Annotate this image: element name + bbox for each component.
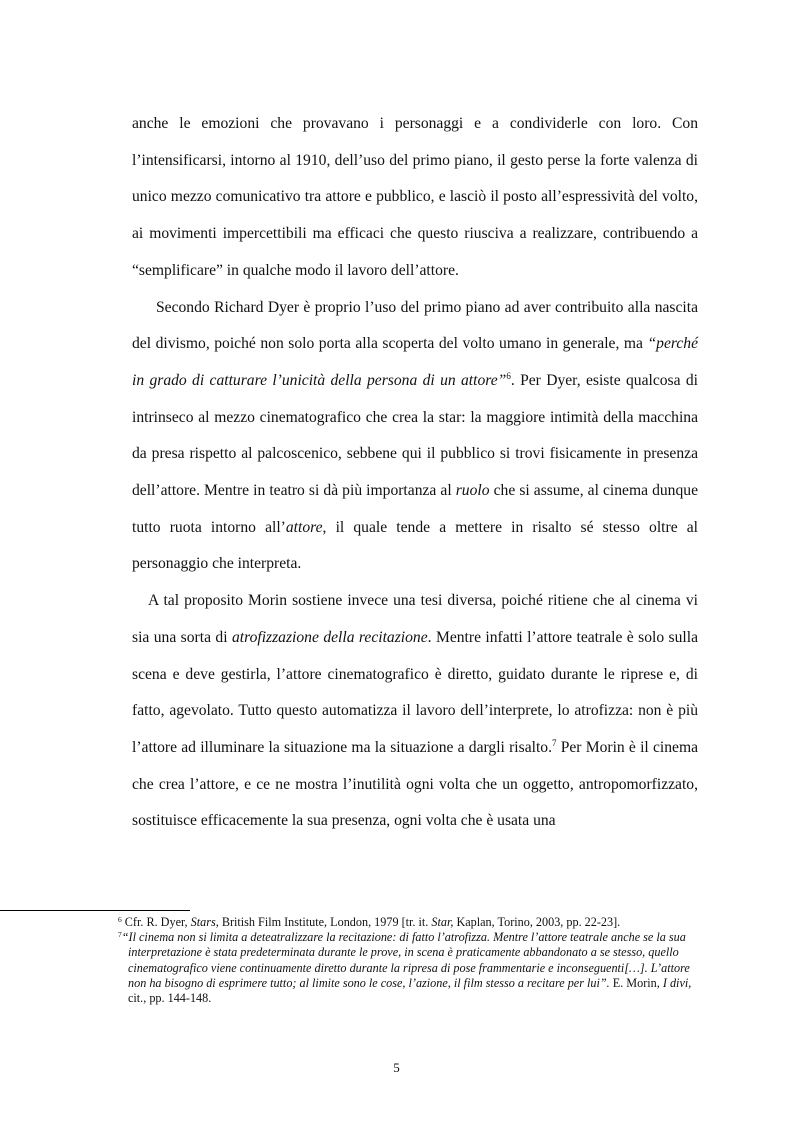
ruolo-emphasis: ruolo bbox=[455, 482, 490, 500]
footnote-7-quote: “Il cinema non si limita a deteatralizzare la recitazione: di fatto l’atrofizza. Mentre l’attore teatrale anche se la sua interpretazione è stata predeterminata durante le prove, in scena è praticamente abbandonato a se stesso, quello cinematografico viene continuamente diretto durante la ripresa di pose frammentarie e inconseguenti[…]. L’attore non ha bisogno di esprimere tutto; al limite sono le cose, l’azione, il film stesso a recitare per lui”. bbox=[121, 930, 690, 990]
footnote-6-title: Stars bbox=[190, 915, 216, 929]
paragraph-3 bbox=[132, 583, 698, 840]
footnote-6 bbox=[118, 915, 698, 930]
footnote-6-text-b: , British Film Institute, London, 1979 [tr. it. bbox=[215, 915, 432, 929]
footnote-7-title: I divi bbox=[662, 975, 689, 990]
footnotes bbox=[118, 915, 698, 1006]
paragraph-1-text: anche le emozioni che provavano i personaggi e a condividerle con loro. Con l’intensificarsi, intorno al 1910, dell’uso del primo piano, il gesto perse la forte valenza di unico mezzo comunicativo tra attore e pubblico, e lasciò il posto all’espressività del volto, ai movimenti impercettibili ma efficaci che questo riusciva a realizzare, contribuendo a “semplificare” in qualche modo il lavoro dell’attore. bbox=[132, 115, 698, 279]
footnote-7-number: 7 bbox=[118, 930, 122, 940]
dyer-quote: “perché in grado di catturare l’unicità della persona di un attore” bbox=[132, 335, 698, 389]
page-number: 5 bbox=[393, 1060, 400, 1075]
paragraph-3-text-b: . Mentre infatti l’attore teatrale è solo sulla scena e deve gestirla, l’attore cinematografico è diretto, guidato durante le riprese e, di fatto, agevolato. Tutto questo automatizza il lavoro dell’interprete, lo atrofizza: non è più l’attore ad illuminare la situazione ma la situazione a dargli risalto. bbox=[132, 628, 699, 756]
body-text bbox=[132, 106, 698, 840]
paragraph-2 bbox=[132, 290, 698, 584]
paragraph-2-text-c: che si assume, al cinema dunque tutto ruota intorno all’ bbox=[132, 482, 698, 536]
footnote-6-number: 6 bbox=[118, 915, 122, 924]
footnote-7-text-a: E. Morin, bbox=[609, 975, 663, 990]
paragraph-1 bbox=[132, 106, 698, 290]
paragraph-2-text-a: Secondo Richard Dyer è proprio l’uso del primo piano ad aver contribuito alla nascita del divismo, poiché non solo porta alla scoperta del volto umano in generale, ma bbox=[132, 298, 698, 353]
footnote-separator bbox=[0, 910, 190, 911]
footnote-7 bbox=[118, 930, 698, 1006]
paragraph-3-text-a: A tal proposito Morin sostiene invece una tesi diversa, poiché ritiene che al cinema vi sia una sorta di bbox=[132, 592, 698, 646]
footnote-ref-7[interactable]: 7 bbox=[551, 737, 557, 748]
footnote-6-title-2: Star, bbox=[431, 915, 454, 929]
paragraph-2-text-d: , il quale tende a mettere in risalto sé stesso oltre al personaggio che interpreta. bbox=[132, 518, 698, 573]
attore-emphasis: attore bbox=[285, 518, 323, 536]
footnote-ref-6[interactable]: 6 bbox=[506, 370, 511, 381]
footnote-6-text-a: Cfr. R. Dyer, bbox=[121, 915, 191, 929]
footnote-6-text-c: Kaplan, Torino, 2003, pp. 22-23]. bbox=[453, 915, 621, 929]
footnote-7-text-b: , cit., pp. 144-148. bbox=[128, 975, 692, 1006]
paragraph-2-text-b: . Per Dyer, esiste qualcosa di intrinseco al mezzo cinematografico che crea la star: la maggiore intimità della macchina da presa rispetto al palcoscenico, sebbene qui il pubblico si trovi fisicamente in presenza dell’attore. Mentre in teatro si dà più importanza al bbox=[132, 371, 698, 500]
atrofizzazione-emphasis: atrofizzazione della recitazione bbox=[231, 628, 428, 646]
paragraph-3-text-c: Per Morin è il cinema che crea l’attore, e ce ne mostra l’inutilità ogni volta che un oggetto, antropomorfizzato, sostituisce efficacemente la sua presenza, ogni volta che è usata una bbox=[132, 738, 698, 830]
